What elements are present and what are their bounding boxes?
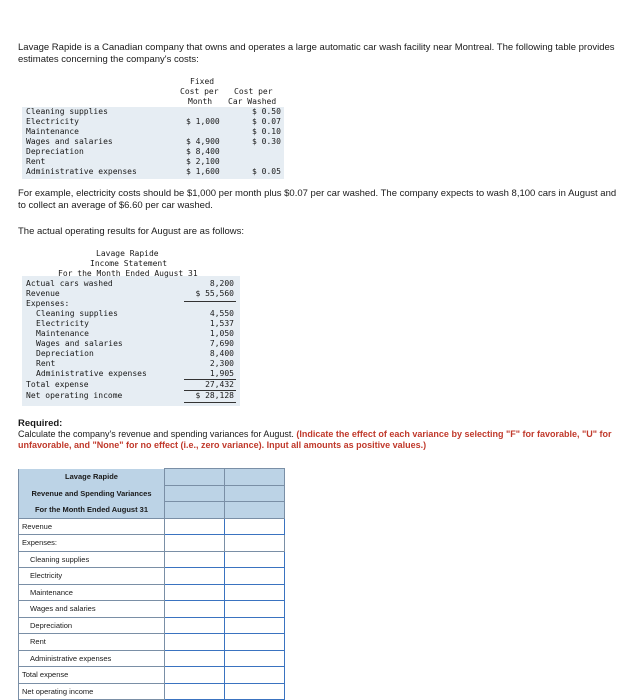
cost-row-fixed: $ 1,600 — [186, 167, 220, 176]
variance-row — [19, 551, 285, 568]
cost-row-variable: $ 0.07 — [252, 117, 281, 126]
total-expense — [22, 380, 240, 390]
revenue-value: $ 55,560 — [195, 289, 234, 298]
variance-table — [18, 468, 285, 700]
cost-row-label: Cleaning supplies — [26, 107, 108, 116]
intro-paragraph: Lavage Rapide is a Canadian company that owns and operates a large automatic car wash facility near Montreal. The following table provides estimates concerning the company's costs: — [18, 42, 615, 65]
variance-row — [19, 568, 285, 585]
cars-washed — [22, 279, 240, 289]
variance-amount-input[interactable] — [165, 667, 225, 684]
expense-row-label: Electricity — [36, 319, 89, 328]
variance-amount-input[interactable] — [165, 584, 225, 601]
cost-row — [26, 117, 284, 127]
variance-row — [19, 667, 285, 684]
expense-row — [22, 309, 240, 319]
income-period: For the Month Ended August 31 — [58, 269, 198, 278]
variance-amount-input[interactable] — [165, 551, 225, 568]
example-paragraph: For example, electricity costs should be $1,000 per month plus $0.07 per car washed. The company expects to wash 8,100 cars in August and to collect an average of $6.60 per car washed. — [18, 188, 617, 211]
fixed-header-3: Month — [188, 97, 213, 106]
variance-amount-input[interactable] — [165, 518, 225, 535]
variance-row — [19, 584, 285, 601]
cost-row — [26, 167, 284, 177]
variance-amount-input[interactable] — [165, 634, 225, 651]
cost-row-variable: $ 0.50 — [252, 107, 281, 116]
required-instruction: Calculate the company's revenue and spending variances for August. — [18, 429, 297, 439]
required-title: Required: — [18, 418, 63, 429]
expense-row-label: Administrative expenses — [36, 369, 147, 378]
variance-row — [19, 601, 285, 618]
variance-amount-input[interactable] — [165, 683, 225, 700]
variance-row-label: Total expense — [19, 667, 165, 684]
variance-amount-input — [165, 535, 225, 552]
net-operating-income — [22, 391, 240, 401]
expense-row-label: Rent — [36, 359, 56, 368]
variance-row-label: Wages and salaries — [19, 601, 165, 618]
var-header-1: Cost per — [234, 87, 273, 96]
net-operating-income-label: Net operating income — [26, 391, 123, 400]
expenses-label-label: Expenses: — [26, 299, 70, 308]
expense-row-value: 1,905 — [209, 369, 234, 378]
expense-row — [22, 349, 240, 359]
expense-row-label: Wages and salaries — [36, 339, 123, 348]
expense-row-label: Cleaning supplies — [36, 309, 118, 318]
variance-effect-select[interactable] — [225, 617, 285, 634]
expense-row-value: 1,537 — [209, 319, 234, 328]
expense-row — [22, 319, 240, 329]
variance-amount-input[interactable] — [165, 617, 225, 634]
revenue-label: Revenue — [26, 289, 60, 298]
cost-row-variable: $ 0.30 — [252, 137, 281, 146]
variance-row — [19, 650, 285, 667]
variance-row-label: Depreciation — [19, 617, 165, 634]
income-title: Lavage Rapide — [96, 249, 159, 258]
fixed-header-1: Fixed — [190, 77, 215, 86]
expense-row — [22, 339, 240, 349]
required-emphasis: (Indicate the effect of each variance by selecting "F" for favorable, "U" for unfavorable, and "None" for no effect (i.e., zero variance). Input all amounts as positive values.) — [18, 429, 612, 450]
cost-row-variable: $ 0.10 — [252, 127, 281, 136]
net-operating-income-value: $ 28,128 — [195, 391, 234, 400]
variance-effect-select[interactable] — [225, 650, 285, 667]
variance-effect-select[interactable] — [225, 551, 285, 568]
variance-effect-select[interactable] — [225, 601, 285, 618]
expense-row — [22, 369, 240, 379]
variance-row — [19, 634, 285, 651]
cost-row-fixed: $ 4,900 — [186, 137, 220, 146]
variance-row-label: Expenses: — [19, 535, 165, 552]
cars-washed-label: Actual cars washed — [26, 279, 113, 288]
variance-subtitle: Revenue and Spending Variances — [19, 485, 165, 502]
expense-row-value: 8,400 — [209, 349, 234, 358]
expense-row — [22, 359, 240, 369]
total-expense-label: Total expense — [26, 380, 89, 389]
sum-underline — [184, 390, 236, 391]
cost-row — [26, 157, 284, 167]
variance-amount-input[interactable] — [165, 601, 225, 618]
cost-row-label: Depreciation — [26, 147, 84, 156]
variance-row — [19, 518, 285, 535]
required-text — [18, 429, 618, 451]
var-header-2: Car Washed — [228, 97, 277, 106]
variance-title: Lavage Rapide — [19, 469, 165, 486]
cars-washed-value: 8,200 — [209, 279, 234, 288]
expense-row-value: 2,300 — [209, 359, 234, 368]
cost-row — [26, 147, 284, 157]
sum-underline — [184, 402, 236, 403]
variance-effect-select — [225, 535, 285, 552]
variance-row-label: Electricity — [19, 568, 165, 585]
cost-estimates-table — [22, 77, 290, 177]
income-statement — [22, 249, 240, 405]
variance-effect-select[interactable] — [225, 568, 285, 585]
variance-row-label: Maintenance — [19, 584, 165, 601]
expense-row-value: 1,050 — [209, 329, 234, 338]
income-subtitle: Income Statement — [90, 259, 168, 268]
cost-row-label: Wages and salaries — [26, 137, 113, 146]
sum-underline — [184, 301, 236, 302]
variance-row-label: Administrative expenses — [19, 650, 165, 667]
cost-row-label: Maintenance — [26, 127, 79, 136]
variance-effect-select[interactable] — [225, 584, 285, 601]
expense-row-value: 4,550 — [209, 309, 234, 318]
expense-row-label: Depreciation — [36, 349, 94, 358]
expense-row-value: 7,690 — [209, 339, 234, 348]
cost-row-fixed: $ 1,000 — [186, 117, 220, 126]
cost-row — [26, 127, 284, 137]
cost-row-label: Rent — [26, 157, 46, 166]
variance-effect-select[interactable] — [225, 518, 285, 535]
variance-row-label: Cleaning supplies — [19, 551, 165, 568]
variance-period: For the Month Ended August 31 — [19, 502, 165, 519]
cost-row — [26, 107, 284, 117]
variance-effect-select[interactable] — [225, 667, 285, 684]
sum-underline — [184, 379, 236, 380]
variance-row-label: Revenue — [19, 518, 165, 535]
cost-row-fixed: $ 2,100 — [186, 157, 220, 166]
expense-row — [22, 329, 240, 339]
fixed-header-2: Cost per — [180, 87, 219, 96]
variance-amount-input[interactable] — [165, 650, 225, 667]
variance-effect-select[interactable] — [225, 634, 285, 651]
variance-row — [19, 535, 285, 552]
variance-row — [19, 683, 285, 700]
cost-row-fixed: $ 8,400 — [186, 147, 220, 156]
cost-row-label: Administrative expenses — [26, 167, 137, 176]
actual-intro: The actual operating results for August are as follows: — [18, 226, 245, 237]
variance-row — [19, 617, 285, 634]
cost-row-variable: $ 0.05 — [252, 167, 281, 176]
total-expense-value: 27,432 — [205, 380, 234, 389]
variance-row-label: Rent — [19, 634, 165, 651]
revenue — [22, 289, 240, 299]
variance-amount-input[interactable] — [165, 568, 225, 585]
expense-row-label: Maintenance — [36, 329, 89, 338]
cost-row-label: Electricity — [26, 117, 79, 126]
variance-effect-select[interactable] — [225, 683, 285, 700]
variance-row-label: Net operating income — [19, 683, 165, 700]
cost-row — [26, 137, 284, 147]
